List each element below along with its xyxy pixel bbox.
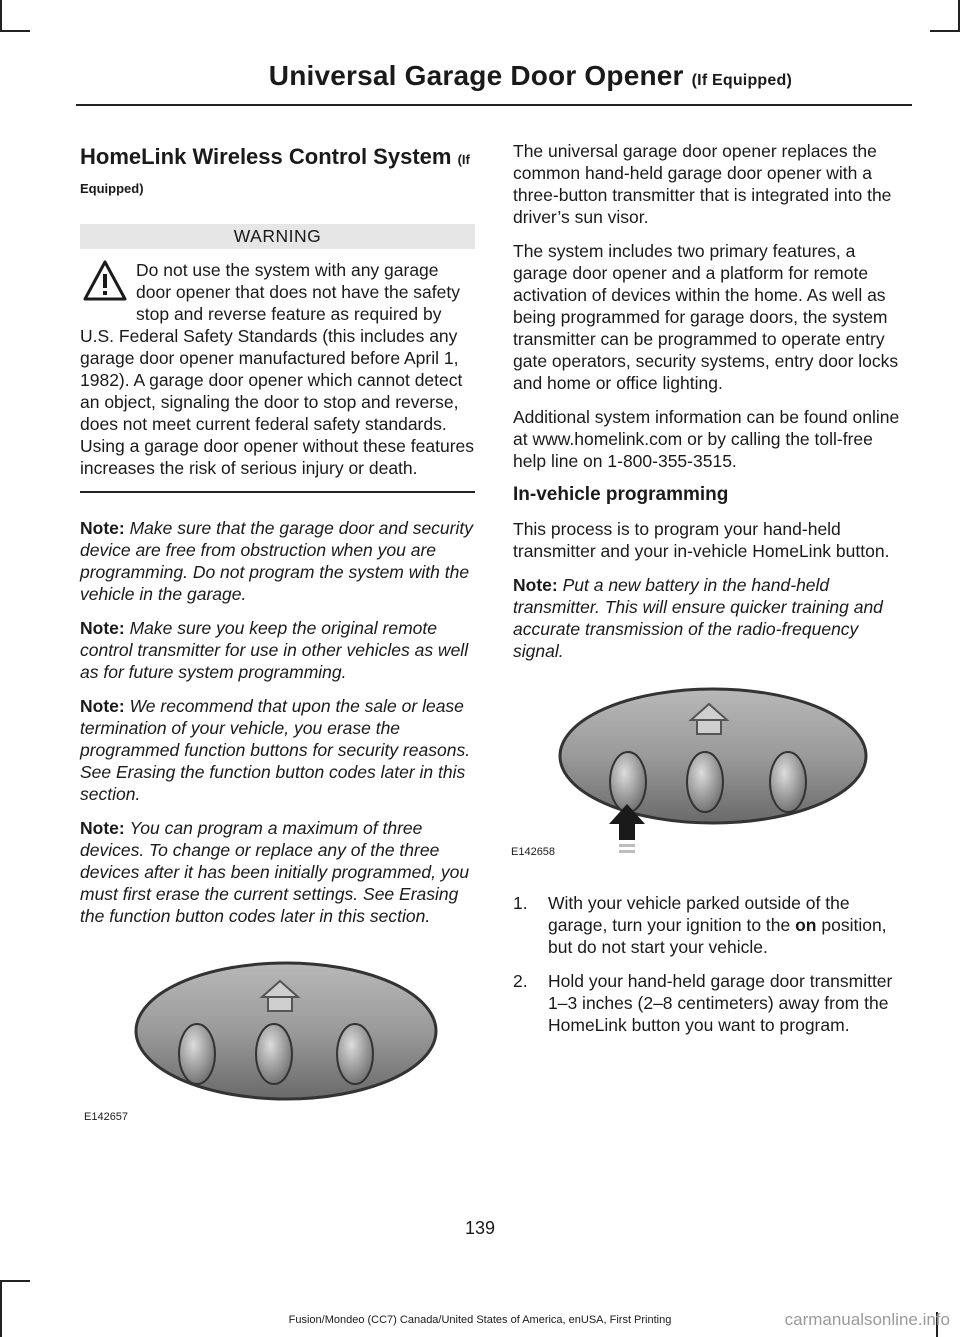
step-emphasis: on: [795, 915, 817, 935]
note-text: You can program a maximum of three devices. To change or replace any of the three devices after it has been initially programmed, you must first erase the current settings. See Erasing the function button codes later in this section.: [80, 818, 470, 926]
crop-mark: [0, 30, 30, 32]
page-title: [269, 60, 792, 92]
subheading: In-vehicle programming: [513, 484, 729, 505]
step-text: With your vehicle parked outside of the garage, turn your ignition to the: [548, 893, 850, 935]
list-item: [513, 892, 908, 958]
crop-mark: [0, 0, 2, 30]
right-column: [513, 140, 908, 1048]
footer-text: Fusion/Mondeo (CC7) Canada/United States of America, enUSA, First Printing: [288, 1314, 672, 1326]
page-title-suffix: (If Equipped): [691, 72, 792, 89]
page-title-text: Universal Garage Door Opener: [268, 60, 684, 91]
warning-triangle-icon: [82, 259, 128, 303]
figure-code: E142658: [511, 846, 556, 858]
note-label: Note:: [80, 518, 125, 538]
steps-list: [513, 892, 908, 1036]
note: [80, 517, 475, 605]
note-text: Make sure that the garage door and security device are free from obstruction when you are programming. Do not program the system with the vehicle in the garage.: [80, 518, 473, 604]
list-item: [513, 970, 908, 1036]
section-heading: [80, 144, 475, 202]
watermark: carmanualsonline.info: [784, 1310, 950, 1329]
note: [80, 617, 475, 683]
figure-code: E142657: [84, 1111, 129, 1123]
warning-box: [80, 259, 475, 479]
warning-text: Do not use the system with any garage door opener that does not have the safety stop and reverse feature as required by U.S. Federal Safety Standards (this includes any garage door opener manufactured before April 1, 1982). A garage door opener which cannot detect an object, signaling the door to stop and reverse, does not meet current federal safety standards. Using a garage door opener without these features increases the risk of serious injury or death.: [80, 260, 475, 478]
note-label: Note:: [513, 575, 558, 595]
note: [80, 695, 475, 805]
crop-mark: [0, 1280, 30, 1282]
note-text: Make sure you keep the original remote control transmitter for use in other vehicles as well as for future system programming.: [80, 618, 469, 682]
note: [80, 817, 475, 927]
note: [513, 574, 908, 662]
section-heading-suffix: (If Equipped): [80, 152, 470, 196]
section-heading-text: HomeLink Wireless Control System: [80, 144, 452, 169]
note-label: Note:: [80, 618, 125, 638]
crop-mark: [0, 1282, 2, 1337]
step-text: position, but do not start your vehicle.: [548, 915, 887, 957]
homelink-figure: [513, 684, 908, 884]
warning-divider: [80, 491, 475, 493]
homelink-figure: [80, 955, 475, 1130]
step-text: Hold your hand-held garage door transmitter 1–3 inches (2–8 centimeters) away from the HomeLink button you want to program.: [548, 971, 893, 1035]
header-divider: [76, 104, 912, 106]
note-label: Note:: [80, 696, 125, 716]
paragraph: The system includes two primary features, a garage door opener and a platform for remote activation of devices within the home. As well as being programmed for garage doors, the system transmitter can be programmed to operate entry gate operators, security systems, entry door locks and home or office lighting.: [513, 241, 899, 393]
paragraph: This process is to program your hand-held transmitter and your in-vehicle HomeLink button.: [513, 519, 890, 561]
warning-header: WARNING: [80, 224, 475, 249]
paragraph: The universal garage door opener replaces the common hand-held garage door opener with a three-button transmitter that is integrated into the driver’s sun visor.: [513, 141, 892, 227]
crop-mark: [930, 30, 960, 32]
note-text: Put a new battery in the hand-held transmitter. This will ensure quicker training and accurate transmission of the radio-frequency signal.: [513, 575, 883, 661]
step-number: 2.: [513, 971, 528, 991]
left-column: [80, 140, 475, 1130]
homelink-buttons-illustration: [80, 955, 475, 1115]
paragraph: Additional system information can be found online at www.homelink.com or by calling the toll-free help line on 1-800-355-3515.: [513, 407, 900, 471]
page-number: 139: [464, 1218, 496, 1238]
note-label: Note:: [80, 818, 125, 838]
step-number: 1.: [513, 893, 528, 913]
homelink-buttons-illustration: [513, 684, 908, 864]
note-text: We recommend that upon the sale or lease termination of your vehicle, you erase the programmed function buttons for security reasons. See Erasing the function button codes later in this section.: [80, 696, 471, 804]
